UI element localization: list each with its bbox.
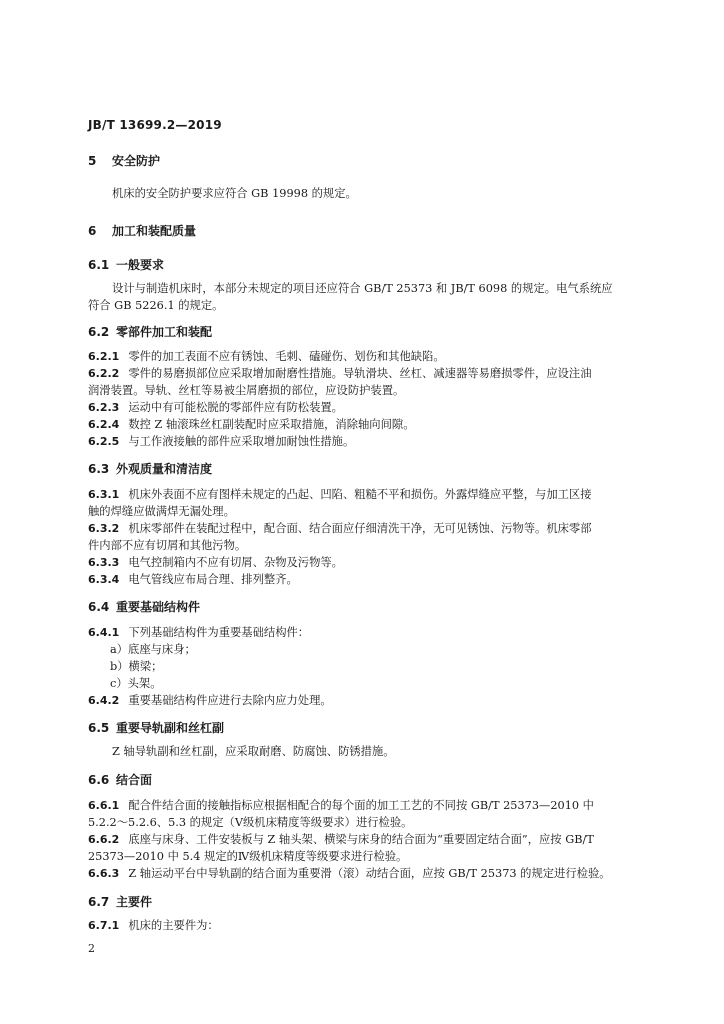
clause-number: 6.6.1	[88, 799, 120, 812]
list-item: b）横梁；	[110, 660, 163, 673]
section-6-1-heading	[88, 256, 164, 273]
section-number: 6	[88, 224, 97, 238]
clause-6-3-1	[88, 486, 592, 503]
clause-number: 6.4.2	[88, 694, 120, 707]
section-title: 零部件加工和装配	[116, 325, 213, 339]
paragraph-continuation: 润滑装置。导轨、丝杠等易被尘屑磨损的部位，应设防护装置。	[88, 384, 405, 397]
clause-text: 电气控制箱内不应有切屑、杂物及污物等。	[128, 556, 343, 569]
clause-number: 6.2.5	[88, 435, 120, 448]
clause-6-6-1	[88, 797, 594, 814]
section-6-7-heading	[88, 893, 152, 910]
clause-6-2-5	[88, 433, 354, 450]
section-6-5-heading	[88, 719, 224, 736]
clause-text: 配合件结合面的接触指标应根据相配合的每个面的加工工艺的不同按 GB/T 25373—2010 中	[128, 799, 594, 812]
clause-text: 数控 Z 轴滚珠丝杠副装配时应采取措施，消除轴向间隙。	[128, 418, 415, 431]
clause-text: 机床的主要件为：	[128, 919, 219, 932]
section-number: 6.5	[88, 721, 110, 735]
clause-6-2-2	[88, 365, 592, 382]
section-title: 外观质量和清洁度	[116, 462, 213, 476]
paragraph: 机床的安全防护要求应符合 GB 19998 的规定。	[112, 187, 357, 200]
clause-text: 底座与床身、工件安装板与 Z 轴头架、横梁与床身的结合面为“重要固定结合面”，应按 GB/T	[128, 833, 594, 846]
clause-number: 6.7.1	[88, 919, 120, 932]
section-number: 6.7	[88, 895, 110, 909]
section-title: 主要件	[116, 895, 153, 909]
clause-6-6-2	[88, 831, 594, 848]
clause-text: 下列基础结构件为重要基础结构件：	[128, 626, 310, 639]
section-6-heading	[88, 222, 196, 239]
clause-6-2-1	[88, 348, 445, 365]
paragraph-continuation: 25373—2010 中 5.4 规定的Ⅳ级机床精度等级要求进行检验。	[88, 850, 408, 863]
clause-text: 零件的加工表面不应有锈蚀、毛刺、磕碰伤、划伤和其他缺陷。	[128, 350, 445, 363]
list-item: a）底座与床身；	[110, 643, 196, 656]
clause-number: 6.2.1	[88, 350, 120, 363]
section-6-3-heading	[88, 460, 212, 477]
section-number: 6.4	[88, 600, 110, 614]
section-number: 5	[88, 154, 97, 168]
section-number: 6.1	[88, 258, 110, 272]
clause-number: 6.3.1	[88, 488, 120, 501]
clause-text: 与工作液接触的部件应采取增加耐蚀性措施。	[128, 435, 355, 448]
clause-6-2-3	[88, 399, 343, 416]
clause-6-6-3	[88, 865, 611, 882]
section-number: 6.6	[88, 773, 110, 787]
section-title: 结合面	[116, 773, 153, 787]
clause-text: 运动中有可能松脱的零部件应有防松装置。	[128, 401, 343, 414]
section-title: 安全防护	[112, 154, 161, 168]
section-number: 6.3	[88, 462, 110, 476]
section-6-4-heading	[88, 598, 200, 615]
section-title: 重要导轨副和丝杠副	[116, 721, 225, 735]
clause-text: 机床零部件在装配过程中，配合面、结合面应仔细清洗干净，无可见锈蚀、污物等。机床零部	[128, 522, 592, 535]
clause-number: 6.6.3	[88, 867, 120, 880]
section-title: 加工和装配质量	[112, 224, 197, 238]
clause-6-4-1	[88, 624, 309, 641]
clause-6-4-2	[88, 692, 332, 709]
clause-number: 6.2.3	[88, 401, 120, 414]
clause-text: 机床外表面不应有图样未规定的凸起、凹陷、粗糙不平和损伤。外露焊缝应平整，与加工区接	[128, 488, 592, 501]
clause-number: 6.2.4	[88, 418, 120, 431]
clause-number: 6.3.3	[88, 556, 120, 569]
section-5-heading	[88, 152, 160, 169]
paragraph: 设计与制造机床时，本部分未规定的项目还应符合 GB/T 25373 和 JB/T 6098 的规定。电气系统应	[112, 282, 613, 295]
clause-6-3-4	[88, 571, 298, 588]
clause-6-2-4	[88, 416, 415, 433]
clause-6-3-2	[88, 520, 592, 537]
section-6-6-heading	[88, 771, 152, 788]
page-number: 2	[88, 942, 95, 955]
document-id: JB/T 13699.2—2019	[88, 118, 222, 132]
clause-text: 重要基础结构件应进行去除内应力处理。	[128, 694, 332, 707]
clause-number: 6.3.2	[88, 522, 120, 535]
paragraph-continuation: 触的焊缝应做满焊无漏处理。	[88, 505, 235, 518]
paragraph: Z 轴导轨副和丝杠副，应采取耐磨、防腐蚀、防锈措施。	[112, 745, 395, 758]
clause-text: 零件的易磨损部位应采取增加耐磨性措施。导轨滑块、丝杠、减速器等易磨损零件，应设注油	[128, 367, 592, 380]
list-item: c）头架。	[110, 677, 162, 690]
clause-number: 6.4.1	[88, 626, 120, 639]
section-6-2-heading	[88, 323, 212, 340]
paragraph-continuation: 符合 GB 5226.1 的规定。	[88, 299, 224, 312]
section-title: 一般要求	[116, 258, 165, 272]
clause-6-3-3	[88, 554, 343, 571]
paragraph-continuation: 件内部不应有切屑和其他污物。	[88, 539, 247, 552]
clause-text: Z 轴运动平台中导轨副的结合面为重要滑（滚）动结合面，应按 GB/T 25373 的规定进行检验。	[128, 867, 611, 880]
clause-6-7-1	[88, 917, 219, 934]
clause-number: 6.3.4	[88, 573, 120, 586]
clause-text: 电气管线应布局合理、排列整齐。	[128, 573, 298, 586]
section-number: 6.2	[88, 325, 110, 339]
section-title: 重要基础结构件	[116, 600, 201, 614]
clause-number: 6.2.2	[88, 367, 120, 380]
clause-number: 6.6.2	[88, 833, 120, 846]
paragraph-continuation: 5.2.2～5.2.6、5.3 的规定（Ⅴ级机床精度等级要求）进行检验。	[88, 816, 413, 829]
